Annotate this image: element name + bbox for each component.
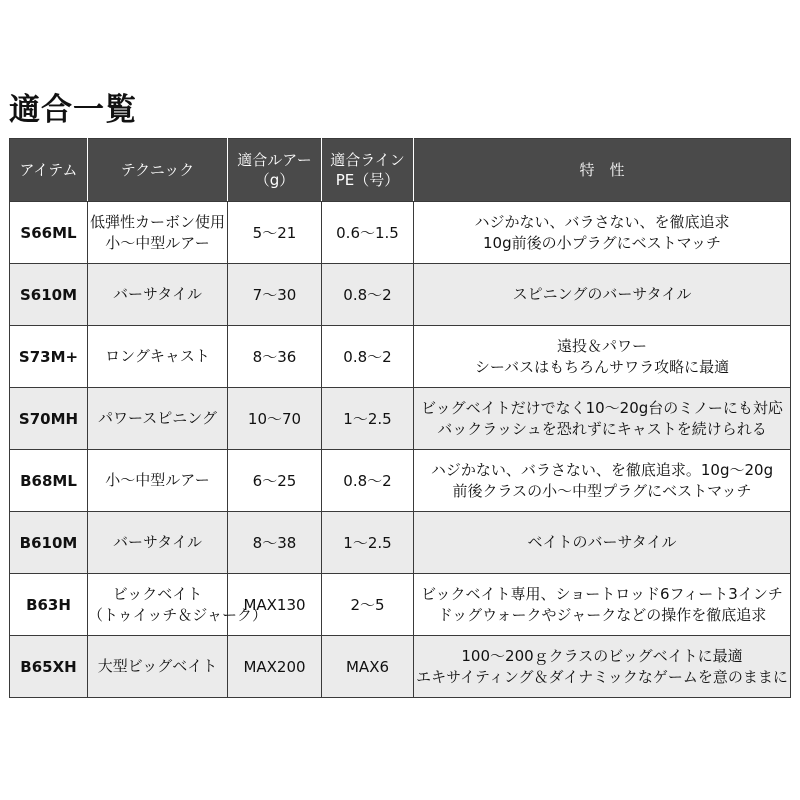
line-rating-cell: 0.8〜2 — [322, 264, 414, 326]
features-cell: 遠投＆パワー シーバスはもちろんサワラ攻略に最適 — [414, 326, 791, 388]
technique-cell: パワースピニング — [88, 388, 228, 450]
features-cell: ハジかない、バラさない、を徹底追求 10g前後の小プラグにベストマッチ — [414, 202, 791, 264]
lure-weight-cell: 8〜36 — [228, 326, 322, 388]
table-row — [10, 326, 791, 388]
page-title: 適合一覧 — [9, 92, 137, 128]
item-cell: B610M — [10, 512, 88, 574]
table-row — [10, 388, 791, 450]
line-rating-cell: MAX6 — [322, 636, 414, 698]
table-row — [10, 636, 791, 698]
column-header-line: 適合ライン PE（号） — [322, 139, 414, 202]
table-row — [10, 574, 791, 636]
line-rating-cell: 0.8〜2 — [322, 450, 414, 512]
table-row — [10, 202, 791, 264]
features-cell: ビッグベイトだけでなく10〜20g台のミノーにも対応 バックラッシュを恐れずにキャストを続けられる — [414, 388, 791, 450]
line-rating-cell: 0.8〜2 — [322, 326, 414, 388]
compatibility-table — [9, 138, 791, 698]
technique-cell: バーサタイル — [88, 264, 228, 326]
features-cell: ベイトのバーサタイル — [414, 512, 791, 574]
lure-weight-cell: 5〜21 — [228, 202, 322, 264]
technique-cell: 低弾性カーボン使用 小〜中型ルアー — [88, 202, 228, 264]
item-cell: S66ML — [10, 202, 88, 264]
technique-cell: ビックベイト （トゥイッチ＆ジャーク） — [88, 574, 228, 636]
column-header-lure: 適合ルアー （g） — [228, 139, 322, 202]
lure-weight-cell: MAX200 — [228, 636, 322, 698]
features-cell: 100〜200ｇクラスのビッグベイトに最適 エキサイティング＆ダイナミックなゲームを意のままに — [414, 636, 791, 698]
column-header-features: 特 性 — [414, 139, 791, 202]
table-row — [10, 450, 791, 512]
item-cell: S70MH — [10, 388, 88, 450]
item-cell: B65XH — [10, 636, 88, 698]
line-rating-cell: 1〜2.5 — [322, 388, 414, 450]
technique-cell: ロングキャスト — [88, 326, 228, 388]
lure-weight-cell: 8〜38 — [228, 512, 322, 574]
item-cell: B68ML — [10, 450, 88, 512]
column-header-item: アイテム — [10, 139, 88, 202]
technique-cell: バーサタイル — [88, 512, 228, 574]
technique-cell: 大型ビッグベイト — [88, 636, 228, 698]
line-rating-cell: 0.6〜1.5 — [322, 202, 414, 264]
item-cell: B63H — [10, 574, 88, 636]
lure-weight-cell: 10〜70 — [228, 388, 322, 450]
line-rating-cell: 1〜2.5 — [322, 512, 414, 574]
item-cell: S73M+ — [10, 326, 88, 388]
technique-cell: 小〜中型ルアー — [88, 450, 228, 512]
lure-weight-cell: 7〜30 — [228, 264, 322, 326]
lure-weight-cell: MAX130 — [228, 574, 322, 636]
features-cell: ハジかない、バラさない、を徹底追求。10g〜20g 前後クラスの小〜中型プラグにベストマッチ — [414, 450, 791, 512]
column-header-technique: テクニック — [88, 139, 228, 202]
table-row — [10, 264, 791, 326]
features-cell: スピニングのバーサタイル — [414, 264, 791, 326]
lure-weight-cell: 6〜25 — [228, 450, 322, 512]
table-row — [10, 512, 791, 574]
features-cell: ビックベイト専用、ショートロッド6フィート3インチ ドッグウォークやジャークなどの操作を徹底追求 — [414, 574, 791, 636]
table-header-row — [10, 139, 791, 202]
item-cell: S610M — [10, 264, 88, 326]
line-rating-cell: 2〜5 — [322, 574, 414, 636]
